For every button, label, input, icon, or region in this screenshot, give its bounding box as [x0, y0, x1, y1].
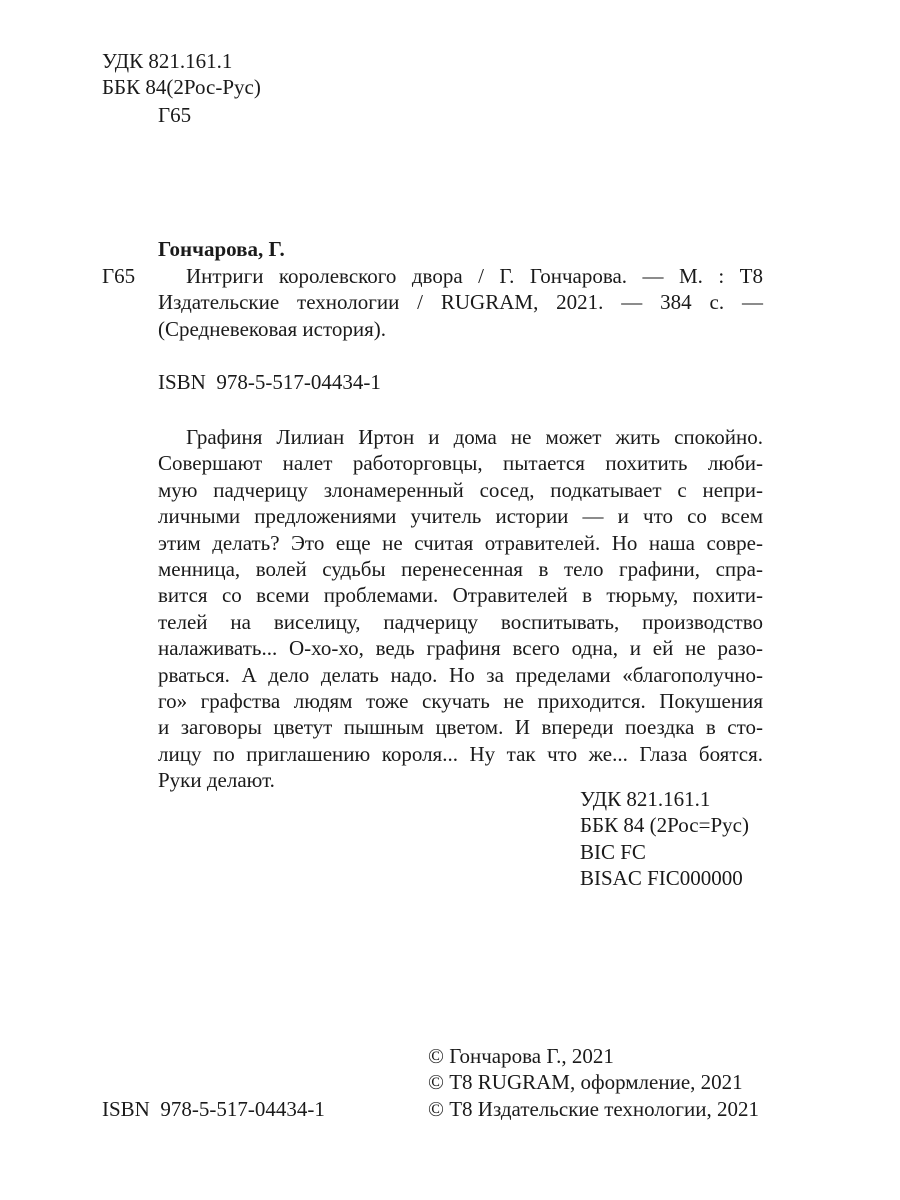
copyright-line: © Т8 Издательские технологии, 2021 — [428, 1096, 759, 1121]
annotation-line: лицу по приглашению короля... Ну так что же... Глаза боятся. — [158, 741, 763, 766]
author-name: Гончарова, Г. — [158, 237, 285, 261]
bibliographic-record — [158, 263, 763, 342]
udk-code: УДК 821.161.1 — [102, 49, 233, 73]
annotation-line: налаживать... О-хо-хо, ведь графиня всего одна, и ей не разо- — [158, 636, 763, 661]
annotation-line: этим делать? Это еще не считая отравителей. Но наша совре- — [158, 530, 763, 555]
copyright-line: © Т8 RUGRAM, оформление, 2021 — [428, 1070, 743, 1095]
header-codes — [102, 48, 261, 128]
bib-line: Интриги королевского двора / Г. Гончарова. — М. : Т8 — [186, 264, 763, 288]
copyright-line: © Гончарова Г., 2021 — [428, 1044, 614, 1068]
bib-line: (Средневековая история). — [158, 316, 387, 341]
annotation-line: телей на виселицу, падчерицу воспитывать, производство — [158, 609, 763, 634]
classification-codes — [580, 786, 749, 892]
copyright-block — [428, 1043, 759, 1122]
annotation-line: мую падчерицу злонамеренный сосед, подкатывает с непри- — [158, 477, 763, 502]
annotation-line: вится со всеми проблемами. Отравителей в тюрьму, похити- — [158, 583, 763, 608]
author-mark: Г65 — [158, 102, 192, 127]
bib-line: Издательские технологии / RUGRAM, 2021. — 384 с. — — [158, 290, 763, 315]
annotation-line: рваться. А дело делать надо. Но за пределами «благополучно- — [158, 662, 763, 687]
bisac-code: BISAC FIC000000 — [580, 866, 743, 891]
bbk-code: ББК 84 (2Рос=Рус) — [580, 813, 749, 838]
annotation-line: го» графства людям тоже скучать не приходится. Покушения — [158, 689, 763, 714]
annotation-line: и заговоры цветут пышным цветом. И впереди поездка в сто- — [158, 715, 763, 740]
annotation — [158, 424, 763, 794]
isbn: ISBN 978-5-517-04434-1 — [158, 370, 381, 394]
udk-code: УДК 821.161.1 — [580, 787, 711, 811]
annotation-line: Совершают налет работорговцы, пытается похитить люби- — [158, 451, 763, 476]
bic-code: BIC FC — [580, 839, 646, 864]
annotation-line: Графиня Лилиан Иртон и дома не может жить спокойно. — [186, 425, 763, 449]
bib-author-mark: Г65 — [102, 264, 136, 288]
bbk-code: ББК 84(2Рос-Рус) — [102, 75, 261, 100]
annotation-line: менница, волей судьбы перенесенная в тело графини, спра- — [158, 557, 763, 582]
annotation-line: личными предложениями учитель истории — и что со всем — [158, 504, 763, 529]
footer-isbn: ISBN 978-5-517-04434-1 — [102, 1097, 325, 1121]
annotation-line: Руки делают. — [158, 768, 275, 793]
